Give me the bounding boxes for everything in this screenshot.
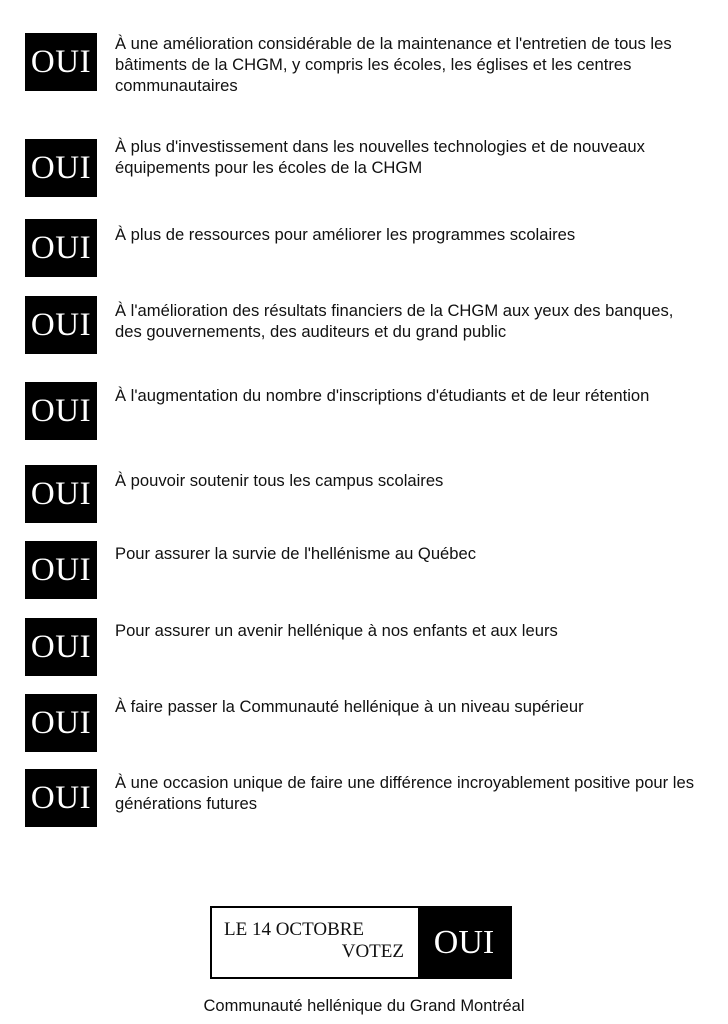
oui-badge: OUI xyxy=(25,296,97,354)
list-item xyxy=(25,694,705,754)
list-item xyxy=(25,382,705,442)
item-text: À l'amélioration des résultats financiers de la CHGM aux yeux des banques, des gouvernements, des auditeurs et du grand public xyxy=(115,301,674,341)
list-item xyxy=(25,219,705,279)
list-item xyxy=(25,769,705,829)
organization-name: Communauté hellénique du Grand Montréal xyxy=(203,997,525,1015)
footer-oui-badge: OUI xyxy=(418,908,510,977)
vote-banner xyxy=(210,906,512,979)
vote-date-block xyxy=(212,908,420,977)
list-item xyxy=(25,296,705,356)
list-item xyxy=(25,541,705,601)
oui-badge: OUI xyxy=(25,33,97,91)
item-text: Pour assurer un avenir hellénique à nos enfants et aux leurs xyxy=(115,621,558,640)
list-item xyxy=(25,618,705,678)
item-text: À pouvoir soutenir tous les campus scolaires xyxy=(115,471,444,490)
oui-badge: OUI xyxy=(25,139,97,197)
list-item xyxy=(25,33,705,93)
vote-date: LE 14 OCTOBRE xyxy=(224,919,365,940)
item-text: À une amélioration considérable de la maintenance et l'entretien de tous les bâtiments de la CHGM, y compris les écoles, les églises et les centres communautaires xyxy=(115,34,672,95)
vote-call: VOTEZ xyxy=(341,941,404,962)
oui-badge: OUI xyxy=(25,219,97,277)
item-text: À plus de ressources pour améliorer les programmes scolaires xyxy=(115,225,576,244)
item-text: À faire passer la Communauté hellénique à un niveau supérieur xyxy=(115,697,584,716)
oui-badge: OUI xyxy=(25,769,97,827)
oui-badge: OUI xyxy=(25,541,97,599)
list-item xyxy=(25,465,705,525)
oui-badge: OUI xyxy=(25,382,97,440)
oui-badge: OUI xyxy=(25,465,97,523)
item-text: À plus d'investissement dans les nouvelles technologies et de nouveaux équipements pour les écoles de la CHGM xyxy=(115,137,645,177)
oui-badge: OUI xyxy=(25,618,97,676)
oui-badge: OUI xyxy=(25,694,97,752)
item-text: Pour assurer la survie de l'hellénisme au Québec xyxy=(115,544,477,563)
list-item xyxy=(25,139,705,199)
item-text: À une occasion unique de faire une différence incroyablement positive pour les générations futures xyxy=(115,773,694,813)
item-text: À l'augmentation du nombre d'inscriptions d'étudiants et de leur rétention xyxy=(115,386,650,405)
